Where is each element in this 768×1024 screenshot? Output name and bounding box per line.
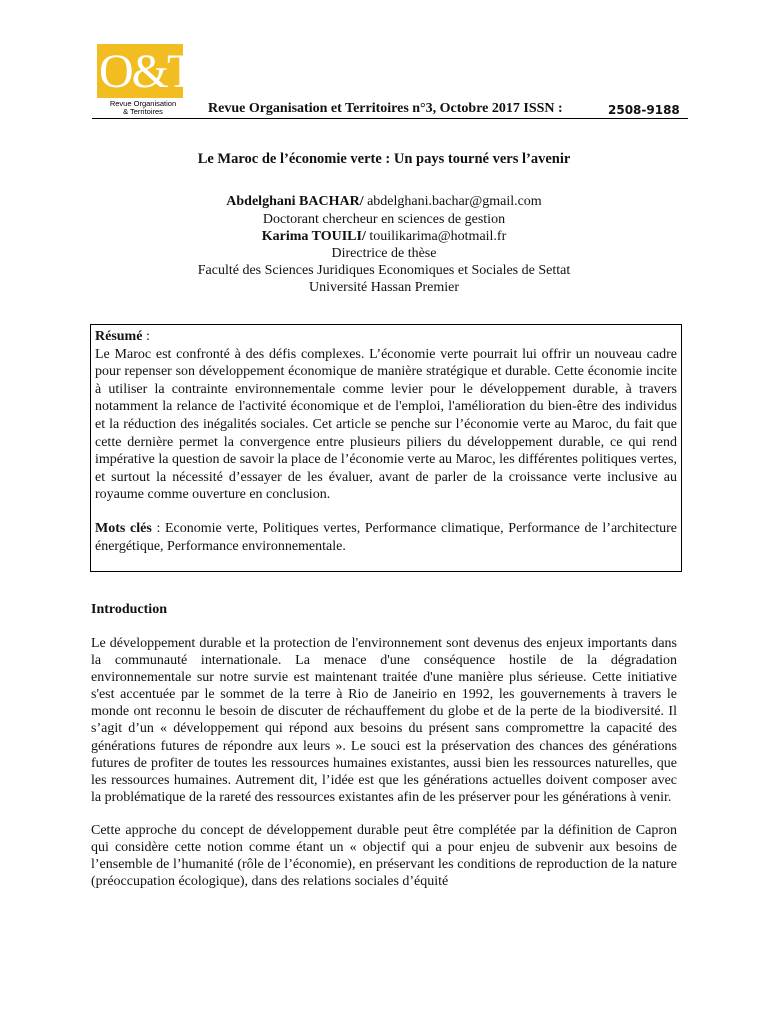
introduction-heading: Introduction: [91, 602, 167, 617]
journal-issn: 2508-9188: [608, 103, 680, 117]
author-2-email: touilikarima@hotmail.fr: [369, 229, 507, 244]
keywords-text: : Economie verte, Politiques vertes, Performance climatique, Performance de l’architecture énergétique, Performance environnementale.: [95, 520, 677, 554]
faculty-affiliation: Faculté des Sciences Juridiques Economiques et Sociales de Settat: [197, 263, 571, 278]
logo-caption-line2: & Territoires: [123, 107, 163, 116]
abstract-label-suffix: :: [142, 329, 150, 344]
logo-caption-line1: Revue Organisation: [109, 99, 177, 108]
abstract-box: [90, 324, 682, 572]
abstract-heading: [95, 328, 677, 346]
keywords-label: Mots clés: [95, 520, 152, 536]
paper-title: Le Maroc de l’économie verte : Un pays tourné vers l’avenir: [197, 151, 571, 167]
article-body: [91, 601, 677, 906]
university-affiliation: Université Hassan Premier: [308, 280, 460, 295]
header-divider: [92, 118, 688, 119]
introduction-paragraph-2: Cette approche du concept de développement durable peut être complétée par la définition de Capron qui considère cette notion comme étant un « objectif qui a pour enjeu de subvenir aux besoins de l’ensemble de l’humanité (rôle de l’économie), en préservant les conditions de reproduction de la nature (préoccupation écologique), dans des relations sociales d’équité: [91, 822, 677, 890]
journal-header-title: Revue Organisation et Territoires n°3, Octobre 2017 ISSN :: [208, 101, 563, 116]
abstract-label: Résumé: [95, 329, 143, 344]
abstract-text: Le Maroc est confronté à des défis complexes. L’économie verte pourrait lui offrir un nouveau cadre pour repenser son développement économique de manière stratégique et durable. Cette économie incite à utiliser la contrainte environnementale comme levier pour le développement durable, à travers notamment la relance de l'activité économique et de l'emploi, l'amélioration du bien-être des individus et la réduction des inégalités sociales. Cet article se penche sur l’économie verte au Maroc, du fait que cette dernière permet la convergence entre plusieurs piliers du développement durable, ce qui rend impérative la question de savoir la place de l’économie verte au Maroc, les différentes politiques vertes, et surtout la nécessité d’essayer de les évaluer, avant de parler de la croissance verte inclusive au royaume comme ouverture en conclusion.: [95, 346, 677, 503]
author-2-name: Karima TOUILI/: [261, 229, 366, 244]
author-1-line: [0, 193, 768, 211]
author-2-line: [0, 228, 768, 246]
author-1-email: abdelghani.bachar@gmail.com: [367, 194, 542, 209]
keywords-paragraph: [95, 520, 677, 555]
journal-logo: [97, 44, 195, 116]
author-1-role: Doctorant chercheur en sciences de gestion: [262, 212, 506, 227]
introduction-paragraph-1: Le développement durable et la protection de l'environnement sont devenus des enjeux importants dans la communauté internationale. La menace d'une conséquence hostile de la dégradation environnementale sur notre survie est maintenant traitée d'une manière plus sérieuse. Cette initiative s'est accentuée par le sommet de la terre à Rio de Janeirio en 1992, les gouvernements à travers le monde ont reconnu le besoin de discuter de réchauffement du globe et de la perte de la biodiversité. Il s’agit d’un « développement qui répond aux besoins du présent sans compromettre la capacité des générations futures de répondre aux leurs ». Le souci est la préservation des chances des générations futures de profiter de toutes les ressources humaines existantes, aussi bien les ressources naturelles, que les ressources humaines. Autrement dit, l’idée est que les générations actuelles doivent composer avec la problématique de la rareté des ressources existantes afin de les préserver pour les générations à venir.: [91, 636, 677, 805]
author-2-role: Directrice de thèse: [331, 246, 437, 261]
logo-mark: O&T: [99, 45, 195, 98]
author-1-name: Abdelghani BACHAR/: [226, 194, 364, 209]
